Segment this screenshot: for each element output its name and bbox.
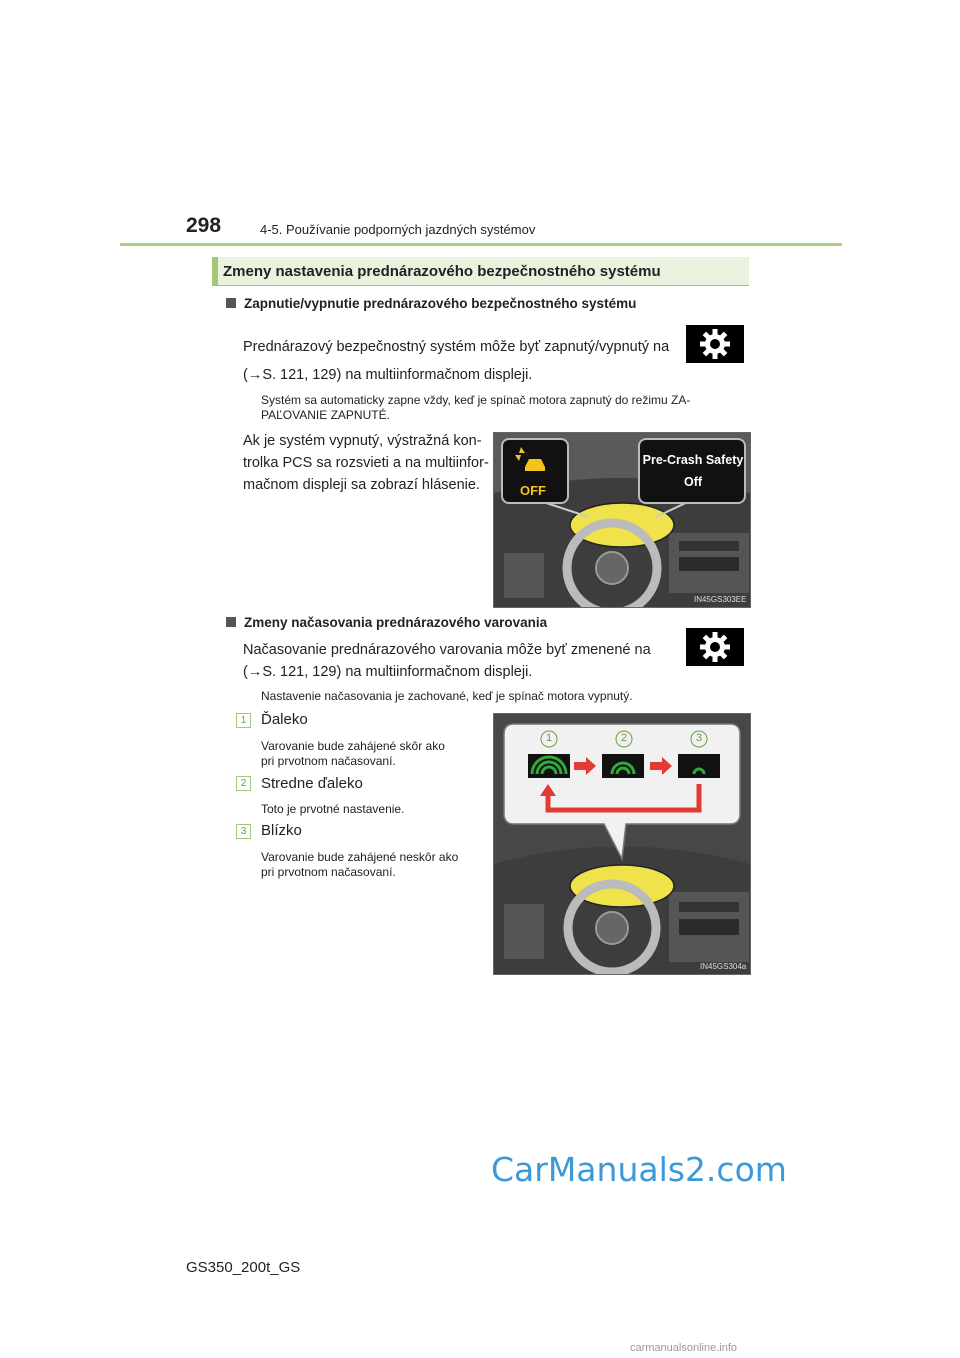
- block1-note-line1: Systém sa automaticky zapne vždy, keď je spínač motora zapnutý do režimu ZA-: [261, 393, 691, 407]
- figure-warning-timing: [493, 713, 751, 975]
- item-label-medium: Stredne ďaleko: [261, 775, 363, 792]
- block1-para-line1: Ak je systém vypnutý, výstražná kon-: [243, 433, 482, 449]
- item-desc-near-line2: pri prvotnom načasovaní.: [261, 865, 396, 879]
- callout-1: 1: [545, 732, 553, 744]
- item-number-badge: 2: [236, 776, 251, 791]
- block2-note: Nastavenie načasovania je zachované, keď je spínač motora vypnutý.: [261, 689, 633, 703]
- callout-3: 3: [695, 732, 703, 744]
- section-title: Zmeny nastavenia prednárazového bezpečnostného systému: [223, 263, 661, 280]
- page-number: 298: [186, 214, 222, 237]
- figure-code: IN45GS303EE: [694, 595, 747, 604]
- block2-line1: Načasovanie prednárazového varovania môže byť zmenené na: [243, 642, 651, 658]
- callout-2: 2: [620, 732, 628, 744]
- block2-heading: [226, 615, 547, 630]
- figure-code: IN45GS304a: [700, 962, 747, 971]
- item-number-badge: 1: [236, 713, 251, 728]
- footer-model: GS350_200t_GS: [186, 1259, 301, 1276]
- square-bullet-icon: [226, 298, 236, 308]
- item-label-near: Blízko: [261, 822, 302, 839]
- block1-para-line2: trolka PCS sa rozsvieti a na multiinfor-: [243, 455, 489, 471]
- item-desc-far-line1: Varovanie bude zahájené skôr ako: [261, 739, 445, 753]
- block2-heading-text: Zmeny načasovania prednárazového varovania: [244, 615, 548, 630]
- pcs-off-indicator: OFF: [520, 483, 546, 498]
- item-desc-medium: Toto je prvotné nastavenie.: [261, 802, 405, 816]
- timing-illustration: [494, 714, 750, 974]
- item-desc-far-line2: pri prvotnom načasovaní.: [261, 754, 396, 768]
- bottom-watermark: carmanualsonline.info: [630, 1342, 738, 1354]
- block1-heading: [226, 296, 636, 311]
- block1-line1: Prednárazový bezpečnostný systém môže byť zapnutý/vypnutý na: [243, 339, 670, 355]
- figure-pcs-off: [493, 432, 751, 608]
- watermark-logo: CarManuals2.com: [491, 1150, 787, 1189]
- block1-note-line2: PAĽOVANIE ZAPNUTÉ.: [261, 408, 390, 422]
- chapter-title: 4-5. Používanie podporných jazdných systémov: [260, 222, 536, 237]
- item-desc-near-line1: Varovanie bude zahájené neskôr ako: [261, 850, 459, 864]
- settings-gear-icon: [686, 628, 744, 666]
- display-message-line2: Off: [683, 475, 703, 489]
- square-bullet-icon: [226, 617, 236, 627]
- item-label-far: Ďaleko: [261, 711, 308, 728]
- block1-line2: (→S. 121, 129) na multiinformačnom displeji.: [243, 367, 533, 383]
- block1-para-line3: mačnom displeji sa zobrazí hlásenie.: [243, 477, 480, 493]
- block2-line2: (→S. 121, 129) na multiinformačnom displeji.: [243, 664, 533, 680]
- block1-heading-text: Zapnutie/vypnutie prednárazového bezpečnostného systému: [244, 296, 637, 311]
- display-message-line1: Pre-Crash Safety: [642, 453, 744, 467]
- item-number-badge: 3: [236, 824, 251, 839]
- settings-gear-icon: [686, 325, 744, 363]
- header-rule: [120, 243, 842, 246]
